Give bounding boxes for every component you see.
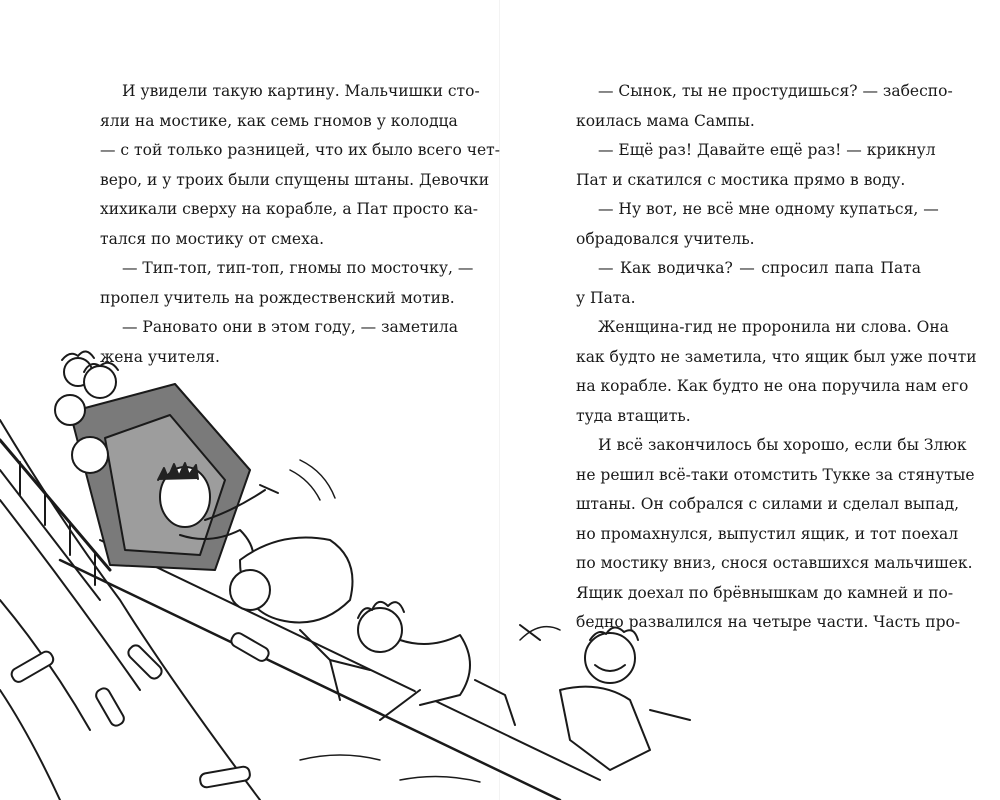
text-line: штаны. Он собрался с силами и сделал выпад, — [576, 495, 960, 513]
text-line: туда втащить. — [576, 406, 691, 425]
ship-railing — [0, 470, 100, 600]
text-line: — Ну вот, не всё мне одному купаться, — — [598, 200, 939, 218]
text-line: — Ещё раз! Давайте ещё раз! — крикнул — [598, 141, 936, 159]
text-line: хихикали сверху на корабле, а Пат просто ка- — [100, 200, 479, 218]
text-line: Пат и скатился с мостика прямо в воду. — [576, 170, 906, 189]
text-line: Женщина-гид не проронила ни слова. Она — [598, 318, 949, 336]
text-line: И увидели такую картину. Мальчишки сто- — [122, 82, 480, 100]
loose-logs — [9, 631, 270, 788]
text-line: — Как водичка? — спросил папа Пата — [598, 259, 921, 277]
boy-curly-hair — [358, 602, 515, 725]
text-line: веро, и у троих были спущены штаны. Девочки — [100, 170, 490, 189]
text-line: коилась мама Сампы. — [576, 111, 755, 130]
text-line: — Сынок, ты не простудишься? — забеспо- — [598, 82, 953, 100]
boy-laughing-pat — [520, 625, 690, 770]
text-line: бедно развалился на четыре части. Часть про- — [576, 613, 961, 631]
text-line: И всё закончилось бы хорошо, если бы Злюк — [598, 436, 967, 454]
text-line: обрадовался учитель. — [576, 229, 755, 248]
text-line: Ящик доехал по брёвнышкам до камней и по- — [576, 583, 954, 602]
text-line: на корабле. Как будто не она поручила нам его — [576, 377, 969, 395]
text-line: как будто не заметила, что ящик был уже почти — [576, 347, 977, 366]
text-line: но промахнулся, выпустил ящик, и тот поехал — [576, 524, 959, 543]
text-line: — Рановато они в этом году, — заметила — [122, 318, 459, 336]
motion-lines — [290, 460, 560, 782]
text-line: — Тип-топ, тип-топ, гномы по мосточку, — — [122, 259, 474, 277]
text-line: по мостику вниз, снося оставшихся мальчишек. — [576, 554, 973, 572]
text-line: жена учителя. — [100, 347, 220, 366]
text-line: у Пата. — [576, 288, 636, 307]
text-line: пропел учитель на рождественский мотив. — [100, 288, 455, 307]
text-line: — с той только разницей, что их было всего чет- — [100, 141, 500, 159]
text-line: не решил всё-таки отомстить Тукке за стянутые — [576, 465, 975, 484]
text-line: яли на мостике, как семь гномов у колодца — [100, 111, 458, 130]
text-line: тался по мостику от смеха. — [100, 229, 325, 248]
ship-plank-line — [0, 690, 60, 800]
